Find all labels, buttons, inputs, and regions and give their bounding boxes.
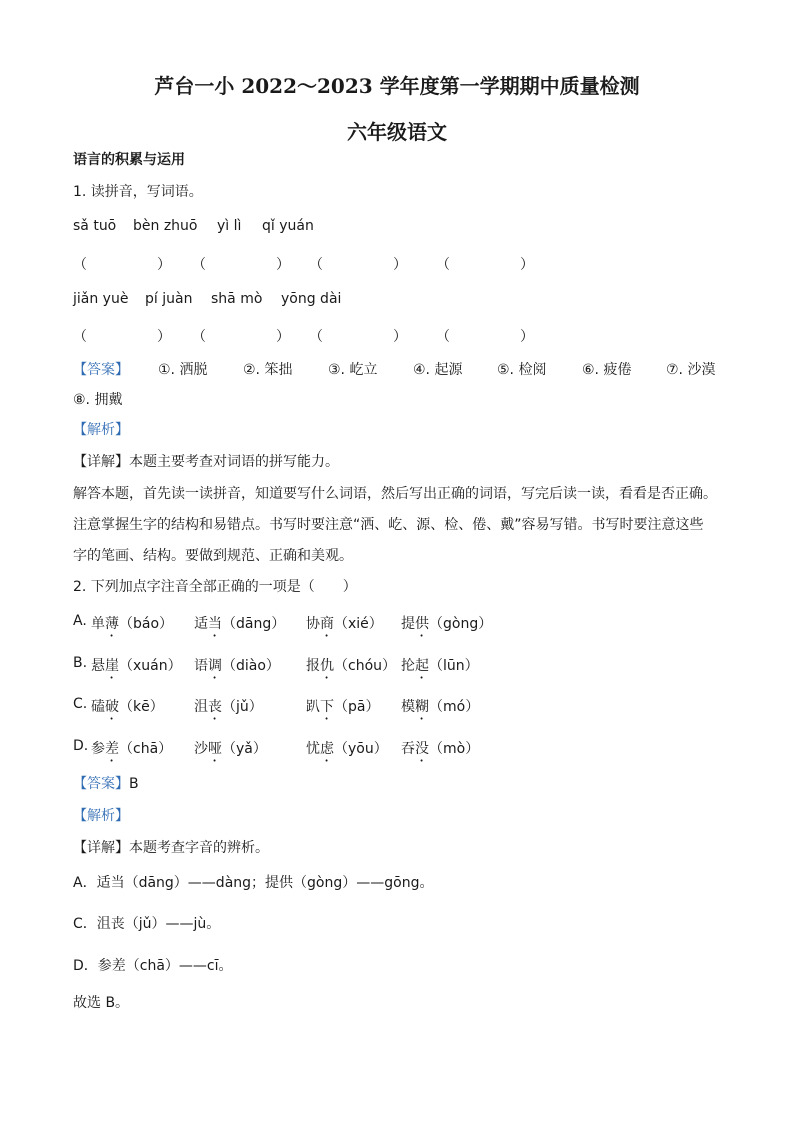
plain-char: 沙	[194, 741, 208, 757]
option-word	[401, 655, 479, 682]
q2-fix-d: D．参差（chā）——cī。	[73, 958, 233, 974]
pinyin-note: （xié）	[334, 616, 383, 632]
dotted-char: 哑	[208, 741, 222, 757]
pinyin-item: yōng dài	[281, 291, 342, 307]
q2-detail	[73, 838, 269, 858]
dotted-char: 破	[105, 699, 119, 715]
option-word	[194, 655, 280, 682]
q2-stem: 2. 下列加点字注音全部正确的一项是（ ）	[73, 579, 357, 595]
dotted-char: 糊	[415, 699, 429, 715]
option-letter: B.	[73, 655, 88, 671]
answer-blank: （ ）	[436, 257, 534, 273]
answer-blank: （ ）	[73, 329, 171, 345]
section-heading: 语言的积累与运用	[73, 152, 185, 168]
q1-explain-3: 字的笔画、结构。要做到规范、正确和美观。	[73, 548, 353, 564]
pinyin-note: （pā）	[334, 699, 380, 715]
option-letter: D.	[73, 738, 89, 754]
pinyin-note: （gòng）	[429, 616, 493, 632]
answer-blank: （ ）	[192, 329, 290, 345]
plain-char: 悬	[91, 658, 105, 674]
answer-item: ④. 起源	[413, 362, 463, 378]
document-title: 芦台一小 2022～2023 学年度第一学期期中质量检测	[154, 74, 640, 98]
dotted-char: 薄	[105, 616, 119, 632]
q1-detail	[73, 452, 339, 472]
dotted-char: 差	[105, 741, 119, 757]
dotted-char: 起	[415, 658, 429, 674]
pinyin-item: jiǎn yuè	[73, 291, 129, 307]
option-word	[194, 738, 267, 765]
q1-explain-1: 解答本题，首先读一读拼音，知道要写什么词语，然后写出正确的词语，写完后读一读，看看是否正确。	[73, 486, 717, 502]
plain-char: 忧	[306, 741, 320, 757]
q1-stem: 1. 读拼音，写词语。	[73, 184, 203, 200]
pinyin-note: （kē）	[119, 699, 164, 715]
pinyin-item: sǎ tuō	[73, 218, 117, 234]
q2-fix-a: A．适当（dāng）——dàng；提供（gòng）——gōng。	[73, 875, 434, 891]
plain-char: 语	[194, 658, 208, 674]
answer-value: B	[129, 776, 139, 792]
option-word	[91, 738, 172, 765]
pinyin-item: pí juàn	[145, 291, 193, 307]
option-word	[91, 613, 173, 640]
option-word	[91, 655, 182, 682]
analysis-tag: 【解析】	[73, 422, 129, 438]
option-letter: A.	[73, 613, 87, 629]
plain-char: 沮	[194, 699, 208, 715]
dotted-char: 崖	[105, 658, 119, 674]
answer-item: ①. 洒脱	[158, 362, 208, 378]
detail-text: 本题考查字音的辨析。	[129, 840, 269, 856]
dotted-char: 调	[208, 658, 222, 674]
dotted-char: 商	[320, 616, 334, 632]
dotted-char: 虑	[320, 741, 334, 757]
dotted-char: 丧	[208, 699, 222, 715]
dotted-char: 仇	[320, 658, 334, 674]
document-subtitle: 六年级语文	[347, 120, 447, 144]
plain-char: 协	[306, 616, 320, 632]
option-word	[306, 738, 388, 765]
answer-item: ②. 笨拙	[243, 362, 293, 378]
pinyin-note: （yōu）	[334, 741, 388, 757]
q1-explain-2: 注意掌握生字的结构和易错点。书写时要注意“洒、屹、源、检、倦、戴”容易写错。书写时要注意这些	[73, 517, 704, 533]
answer-blank: （ ）	[192, 257, 290, 273]
option-word	[194, 613, 285, 640]
pinyin-note: （báo）	[119, 616, 174, 632]
answer-item: ⑧. 拥戴	[73, 392, 123, 408]
answer-blank: （ ）	[309, 329, 407, 345]
answer-blank: （ ）	[436, 329, 534, 345]
detail-text: 本题主要考查对词语的拼写能力。	[129, 454, 339, 470]
pinyin-note: （dāng）	[222, 616, 286, 632]
pinyin-note: （jǔ）	[222, 699, 263, 715]
option-word	[306, 655, 396, 682]
pinyin-item: qǐ yuán	[262, 218, 314, 234]
detail-tag: 【详解】	[73, 454, 129, 470]
q2-fix-c: C．沮丧（jǔ）——jù。	[73, 916, 221, 932]
q2-answer	[73, 774, 139, 794]
pinyin-note: （yǎ）	[222, 741, 267, 757]
dotted-char: 当	[208, 616, 222, 632]
dotted-char: 没	[415, 741, 429, 757]
pinyin-item: shā mò	[211, 291, 263, 307]
pinyin-note: （mò）	[429, 741, 480, 757]
plain-char: 参	[91, 741, 105, 757]
option-word	[306, 696, 379, 723]
answer-blank: （ ）	[73, 257, 171, 273]
pinyin-note: （mó）	[429, 699, 480, 715]
plain-char: 适	[194, 616, 208, 632]
plain-char: 趴	[306, 699, 320, 715]
answer-tag: 【答案】	[73, 362, 129, 378]
answer-item: ⑥. 疲倦	[582, 362, 632, 378]
answer-item: ⑦. 沙漠	[666, 362, 716, 378]
pinyin-note: （xuán）	[119, 658, 182, 674]
option-word	[194, 696, 263, 723]
answer-item: ⑤. 检阅	[497, 362, 547, 378]
plain-char: 模	[401, 699, 415, 715]
analysis-tag: 【解析】	[73, 808, 129, 824]
plain-char: 单	[91, 616, 105, 632]
plain-char: 吞	[401, 741, 415, 757]
answer-blank: （ ）	[309, 257, 407, 273]
q2-conclusion: 故选 B。	[73, 995, 130, 1011]
dotted-char: 供	[415, 616, 429, 632]
option-word	[401, 696, 479, 723]
option-word	[91, 696, 164, 723]
answer-item: ③. 屹立	[328, 362, 378, 378]
option-word	[401, 738, 479, 765]
dotted-char: 下	[320, 699, 334, 715]
pinyin-item: bèn zhuō	[133, 218, 198, 234]
plain-char: 报	[306, 658, 320, 674]
pinyin-note: （diào）	[222, 658, 280, 674]
pinyin-note: （chóu）	[334, 658, 397, 674]
pinyin-item: yì lì	[217, 218, 242, 234]
pinyin-note: （lūn）	[429, 658, 479, 674]
option-word	[401, 613, 492, 640]
option-letter: C.	[73, 696, 88, 712]
pinyin-note: （chā）	[119, 741, 173, 757]
plain-char: 抡	[401, 658, 415, 674]
option-word	[306, 613, 383, 640]
answer-tag: 【答案】	[73, 776, 129, 792]
detail-tag: 【详解】	[73, 840, 129, 856]
plain-char: 提	[401, 616, 415, 632]
plain-char: 磕	[91, 699, 105, 715]
